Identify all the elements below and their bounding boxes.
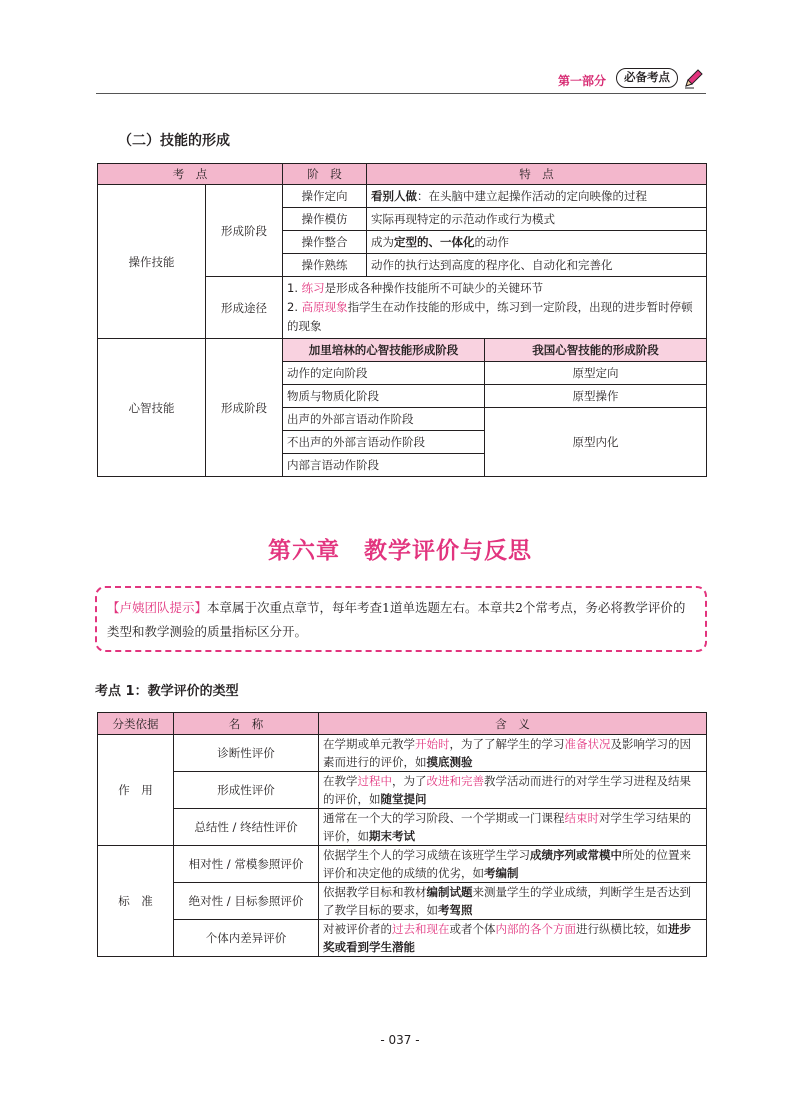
table-row — [98, 883, 707, 920]
bold-text: 摸底测验 — [426, 755, 473, 769]
desc-text: 对被评价者的 — [323, 922, 392, 936]
bold-text: 成绩序列或常模中 — [530, 848, 622, 862]
desc-text: 成为 — [371, 235, 394, 249]
mind-head-left: 加里培林的心智技能形成阶段 — [283, 339, 485, 362]
eval-desc — [319, 772, 707, 809]
desc-text: 在学期或单元教学 — [323, 737, 415, 751]
desc-text: 对学生学习结果的评价，如 — [323, 811, 691, 843]
skills-table — [97, 163, 707, 477]
desc-text: 指学生在动作技能的形成中，练习到一定阶段，出现的进步暂时停顿的现象 — [287, 300, 693, 333]
mind-stage-label: 形成阶段 — [206, 339, 283, 477]
page-header — [96, 66, 706, 94]
eval-name: 总结性 / 终结性评价 — [174, 809, 319, 846]
desc-text: 进行纵横比较，如 — [576, 922, 668, 936]
skills-table-header — [98, 164, 707, 185]
mind-right-cell: 原型内化 — [485, 408, 707, 477]
mind-left-cell: 动作的定向阶段 — [283, 362, 485, 385]
desc-text: 依据教学目标和教材 — [323, 885, 427, 899]
eval-table-header — [98, 713, 707, 735]
stage-desc: 动作的执行达到高度的程序化、自动化和完善化 — [367, 254, 707, 277]
mind-left-cell: 出声的外部言语动作阶段 — [283, 408, 485, 431]
tip-box — [95, 586, 707, 652]
mind-left-cell: 内部言语动作阶段 — [283, 454, 485, 477]
stage-name: 操作整合 — [283, 231, 367, 254]
desc-text: 2. — [287, 300, 302, 314]
bold-text: 编制试题 — [426, 885, 473, 899]
header-cell: 考 点 — [98, 164, 283, 185]
header-cell: 特 点 — [367, 164, 707, 185]
desc-text: 或者个体 — [449, 922, 496, 936]
desc-text: 的动作 — [474, 235, 509, 249]
eval-name: 形成性评价 — [174, 772, 319, 809]
pencil-icon — [682, 68, 704, 90]
pink-text: 练习 — [301, 281, 325, 295]
group-label: 作 用 — [98, 735, 174, 846]
pink-text: 内部的各个方面 — [495, 922, 576, 936]
eval-desc — [319, 809, 707, 846]
section-title: （二）技能的形成 — [118, 133, 230, 149]
header-cell: 名 称 — [174, 713, 319, 735]
eval-desc — [319, 735, 707, 772]
eval-desc — [319, 846, 707, 883]
chapter-title: 第六章 教学评价与反思 — [268, 537, 532, 564]
pink-text: 开始时 — [415, 737, 450, 751]
mind-right-cell: 原型定向 — [485, 362, 707, 385]
desc-text: 是形成各种操作技能所不可缺少的关键环节 — [324, 281, 544, 295]
keypoint-title: 考点 1：教学评价的类型 — [95, 684, 239, 699]
eval-desc — [319, 920, 707, 957]
table-row — [98, 920, 707, 957]
bold-text: 看别人做 — [371, 189, 417, 203]
desc-text: 1. — [287, 281, 302, 295]
pink-text: 结束时 — [564, 811, 599, 825]
desc-text: 依据学生个人的学习成绩在该班学生学习 — [323, 848, 530, 862]
desc-text: 通常在一个大的学习阶段、一个学期或一门课程 — [323, 811, 565, 825]
tip-text: 本章属于次重点章节，每年考查1道单选题左右。本章共2个常考点，务必将教学评价的类型和教学测验的质量指标区分开。 — [107, 600, 686, 639]
pink-text: 高原现象 — [301, 300, 348, 314]
table-row — [98, 339, 707, 362]
stage-desc — [367, 231, 707, 254]
bold-text: 进步奖或看到学生潜能 — [323, 922, 691, 954]
stage-desc — [367, 185, 707, 208]
page-number: - 037 - — [380, 1033, 420, 1047]
pink-text: 准备状况 — [564, 737, 611, 751]
mind-left-cell: 物质与物质化阶段 — [283, 385, 485, 408]
header-cell: 分类依据 — [98, 713, 174, 735]
pink-text: 改进和完善 — [426, 774, 484, 788]
op-path-desc — [283, 277, 707, 339]
eval-name: 绝对性 / 目标参照评价 — [174, 883, 319, 920]
op-path-label: 形成途径 — [206, 277, 283, 339]
desc-text: 及影响学习的因素而进行的评价，如 — [323, 737, 691, 769]
desc-text: 所处的位置来评价和决定他的成绩的优劣，如 — [323, 848, 691, 880]
stage-name: 操作定向 — [283, 185, 367, 208]
mind-head-right: 我国心智技能的形成阶段 — [485, 339, 707, 362]
table-row — [98, 809, 707, 846]
bold-text: 随堂提问 — [380, 792, 427, 806]
stage-name: 操作模仿 — [283, 208, 367, 231]
desc-text: ，为了 — [392, 774, 427, 788]
eval-name: 诊断性评价 — [174, 735, 319, 772]
pink-text: 过去和现在 — [392, 922, 450, 936]
desc-text: ：在头脑中建立起操作活动的定向映像的过程 — [417, 189, 647, 203]
group-label: 标 准 — [98, 846, 174, 957]
evaluation-table — [97, 712, 707, 957]
header-cell: 含 义 — [319, 713, 707, 735]
desc-text: ，为了了解学生的学习 — [449, 737, 565, 751]
eval-name: 相对性 / 常模参照评价 — [174, 846, 319, 883]
mind-right-cell: 原型操作 — [485, 385, 707, 408]
pink-text: 过程中 — [357, 774, 392, 788]
desc-text: 来测量学生的学业成绩，判断学生是否达到了教学目标的要求，如 — [323, 885, 691, 917]
header-part-label: 第一部分 — [557, 74, 606, 88]
tip-label: 【卢姨团队提示】 — [107, 600, 208, 615]
stage-desc: 实际再现特定的示范动作或行为模式 — [367, 208, 707, 231]
mind-skill-label: 心智技能 — [98, 339, 206, 477]
eval-name: 个体内差异评价 — [174, 920, 319, 957]
table-row — [98, 735, 707, 772]
op-skill-label: 操作技能 — [98, 185, 206, 339]
bold-text: 考编制 — [484, 866, 519, 880]
desc-text: 教学活动而进行的对学生学习进程及结果的评价，如 — [323, 774, 691, 806]
header-cell: 阶 段 — [283, 164, 367, 185]
eval-desc — [319, 883, 707, 920]
desc-text: 在教学 — [323, 774, 358, 788]
bold-text: 期末考试 — [369, 829, 415, 843]
header-tag: 必备考点 — [616, 68, 678, 88]
op-stage-group: 形成阶段 — [206, 185, 283, 277]
bold-text: 考驾照 — [438, 903, 473, 917]
table-row — [98, 772, 707, 809]
stage-name: 操作熟练 — [283, 254, 367, 277]
mind-left-cell: 不出声的外部言语动作阶段 — [283, 431, 485, 454]
table-row — [98, 185, 707, 208]
bold-text: 定型的、一体化 — [394, 235, 475, 249]
table-row — [98, 846, 707, 883]
